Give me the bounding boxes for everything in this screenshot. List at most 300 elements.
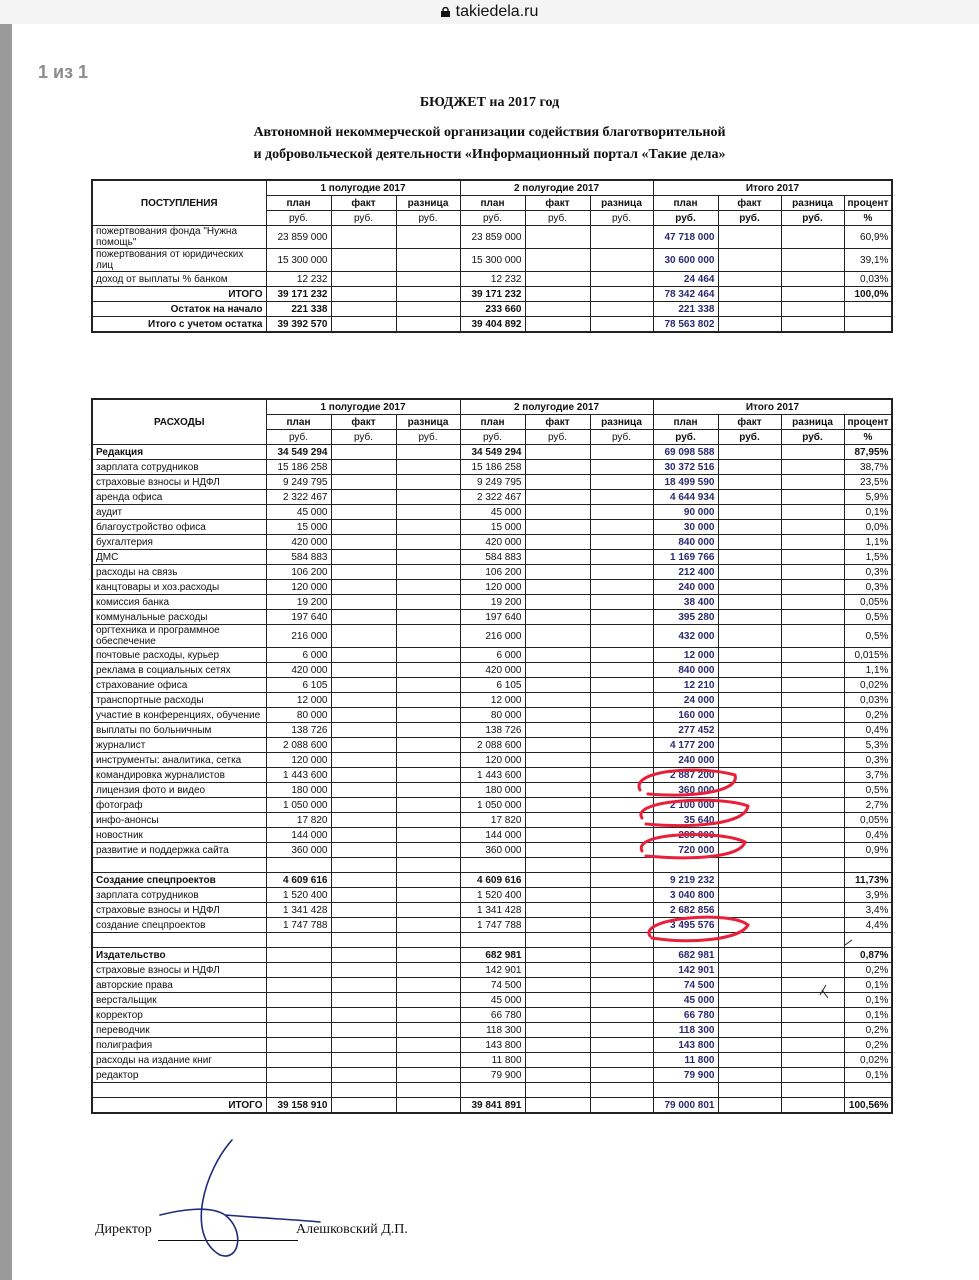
plan-total-value: 90 000 <box>653 505 718 520</box>
row-label: Издательство <box>92 948 266 963</box>
column-header-fact: факт <box>718 415 781 430</box>
expense-row <box>92 1038 892 1053</box>
plan-total-value: 9 219 232 <box>653 873 718 888</box>
percent-value: 0,1% <box>844 1068 892 1083</box>
diff-total-value <box>781 317 844 333</box>
expense-row <box>92 963 892 978</box>
plan-h1-value: 6 000 <box>266 648 331 663</box>
fact-h1-value <box>331 873 396 888</box>
plan-h1-value: 2 088 600 <box>266 738 331 753</box>
diff-h2-value <box>590 1038 653 1053</box>
plan-h1-value: 216 000 <box>266 625 331 648</box>
fact-total-value <box>718 226 781 249</box>
fact-total-value <box>718 1038 781 1053</box>
row-label: канцтовары и хоз.расходы <box>92 580 266 595</box>
fact-h2-value <box>525 783 590 798</box>
percent-value: 2,7% <box>844 798 892 813</box>
fact-total-value <box>718 888 781 903</box>
diff-h1-value <box>396 708 460 723</box>
column-header-diff: разница <box>396 415 460 430</box>
row-label: страховые взносы и НДФЛ <box>92 903 266 918</box>
diff-total-value <box>781 535 844 550</box>
expense-row <box>92 490 892 505</box>
org-line-2: и добровольческой деятельности «Информационный портал «Такие дела» <box>253 147 726 162</box>
fact-h1-value <box>331 475 396 490</box>
column-unit: руб. <box>781 430 844 445</box>
plan-h1-value: 180 000 <box>266 783 331 798</box>
diff-h1-value <box>396 490 460 505</box>
period-h2: 2 полугодие 2017 <box>460 399 653 415</box>
expense-row <box>92 843 892 858</box>
period-h1: 1 полугодие 2017 <box>266 180 460 196</box>
expense-row <box>92 1068 892 1083</box>
fact-h2-value <box>525 753 590 768</box>
diff-total-value <box>781 918 844 933</box>
diff-h2-value <box>590 663 653 678</box>
column-unit: руб. <box>653 430 718 445</box>
empty-cell <box>92 858 266 873</box>
empty-cell <box>92 933 266 948</box>
fact-h1-value <box>331 738 396 753</box>
plan-h1-value <box>266 1068 331 1083</box>
column-unit: руб. <box>590 430 653 445</box>
signature-role: Директор <box>95 1222 152 1237</box>
expense-row <box>92 595 892 610</box>
fact-total-value <box>718 648 781 663</box>
row-label: пожертвования от юридических лиц <box>92 249 266 272</box>
diff-h2-value <box>590 783 653 798</box>
fact-total-value <box>718 738 781 753</box>
row-label: Итого с учетом остатка <box>92 317 266 333</box>
fact-h1-value <box>331 317 396 333</box>
empty-cell <box>460 858 525 873</box>
percent-value: 0,02% <box>844 1053 892 1068</box>
fact-h2-value <box>525 302 590 317</box>
fact-total-value <box>718 249 781 272</box>
diff-total-value <box>781 1053 844 1068</box>
column-header-fact: факт <box>331 415 396 430</box>
expense-row <box>92 978 892 993</box>
plan-h1-value: 106 200 <box>266 565 331 580</box>
diff-h2-value <box>590 520 653 535</box>
fact-h2-value <box>525 287 590 302</box>
plan-h1-value: 360 000 <box>266 843 331 858</box>
plan-h2-value: 9 249 795 <box>460 475 525 490</box>
fact-h2-value <box>525 565 590 580</box>
percent-value: 0,05% <box>844 595 892 610</box>
percent-value: 4,4% <box>844 918 892 933</box>
plan-total-value: 24 464 <box>653 272 718 287</box>
plan-total-value: 79 900 <box>653 1068 718 1083</box>
fact-h1-value <box>331 535 396 550</box>
diff-h2-value <box>590 918 653 933</box>
row-label: лицензия фото и видео <box>92 783 266 798</box>
percent-value <box>844 302 892 317</box>
plan-h1-value: 80 000 <box>266 708 331 723</box>
diff-h2-value <box>590 475 653 490</box>
row-label: страховые взносы и НДФЛ <box>92 475 266 490</box>
percent-value <box>844 317 892 333</box>
row-label: создание спецпроектов <box>92 918 266 933</box>
fact-h1-value <box>331 978 396 993</box>
diff-h1-value <box>396 535 460 550</box>
fact-h2-value <box>525 550 590 565</box>
plan-h1-value <box>266 948 331 963</box>
expense-row <box>92 475 892 490</box>
fact-total-value <box>718 723 781 738</box>
percent-value: 0,2% <box>844 708 892 723</box>
plan-total-value: 79 000 801 <box>653 1098 718 1114</box>
column-header-plan: план <box>266 415 331 430</box>
diff-total-value <box>781 903 844 918</box>
fact-h2-value <box>525 723 590 738</box>
plan-h1-value: 144 000 <box>266 828 331 843</box>
plan-total-value: 4 177 200 <box>653 738 718 753</box>
diff-h2-value <box>590 1098 653 1114</box>
fact-total-value <box>718 798 781 813</box>
fact-h2-value <box>525 1053 590 1068</box>
diff-h2-value <box>590 978 653 993</box>
column-unit: руб. <box>525 211 590 226</box>
diff-total-value <box>781 993 844 1008</box>
percent-value: 87,95% <box>844 445 892 460</box>
percent-value: 38,7% <box>844 460 892 475</box>
empty-cell <box>92 1083 266 1098</box>
income-row <box>92 272 892 287</box>
plan-h2-value: 39 171 232 <box>460 287 525 302</box>
row-label: развитие и поддержка сайта <box>92 843 266 858</box>
diff-h1-value <box>396 1098 460 1114</box>
empty-cell <box>396 1083 460 1098</box>
plan-h2-value: 216 000 <box>460 625 525 648</box>
column-unit: руб. <box>718 211 781 226</box>
row-label: новостник <box>92 828 266 843</box>
column-header-pct: процент <box>844 196 892 211</box>
diff-h1-value <box>396 226 460 249</box>
diff-h1-value <box>396 505 460 520</box>
plan-total-value: 30 372 516 <box>653 460 718 475</box>
diff-total-value <box>781 783 844 798</box>
fact-total-value <box>718 783 781 798</box>
fact-h1-value <box>331 272 396 287</box>
plan-h2-value: 420 000 <box>460 535 525 550</box>
fact-h2-value <box>525 475 590 490</box>
diff-h2-value <box>590 768 653 783</box>
diff-h2-value <box>590 648 653 663</box>
diff-h1-value <box>396 610 460 625</box>
empty-cell <box>718 933 781 948</box>
diff-h1-value <box>396 1053 460 1068</box>
fact-total-value <box>718 475 781 490</box>
percent-value: 100,0% <box>844 287 892 302</box>
fact-h1-value <box>331 1038 396 1053</box>
column-unit: руб. <box>266 430 331 445</box>
empty-cell <box>718 1083 781 1098</box>
row-label: коммунальные расходы <box>92 610 266 625</box>
diff-h2-value <box>590 1023 653 1038</box>
plan-h2-value: 12 000 <box>460 693 525 708</box>
fact-h1-value <box>331 565 396 580</box>
diff-h2-value <box>590 1053 653 1068</box>
plan-h1-value: 2 322 467 <box>266 490 331 505</box>
income-row <box>92 249 892 272</box>
fact-h1-value <box>331 948 396 963</box>
fact-total-value <box>718 460 781 475</box>
diff-h2-value <box>590 693 653 708</box>
url-text: takiedela.ru <box>455 3 539 20</box>
row-label: редактор <box>92 1068 266 1083</box>
plan-total-value: 240 000 <box>653 580 718 595</box>
diff-h1-value <box>396 580 460 595</box>
percent-value: 3,7% <box>844 768 892 783</box>
fact-total-value <box>718 903 781 918</box>
diff-h1-value <box>396 460 460 475</box>
diff-h2-value <box>590 738 653 753</box>
fact-h1-value <box>331 903 396 918</box>
fact-total-value <box>718 565 781 580</box>
fact-h2-value <box>525 490 590 505</box>
row-label: реклама в социальных сетях <box>92 663 266 678</box>
fact-total-value <box>718 272 781 287</box>
column-unit: руб. <box>460 211 525 226</box>
diff-h1-value <box>396 272 460 287</box>
fact-h2-value <box>525 813 590 828</box>
diff-h2-value <box>590 610 653 625</box>
empty-cell <box>590 858 653 873</box>
diff-h1-value <box>396 445 460 460</box>
fact-h2-value <box>525 708 590 723</box>
percent-value: 5,3% <box>844 738 892 753</box>
plan-h1-value: 138 726 <box>266 723 331 738</box>
fact-total-value <box>718 843 781 858</box>
diff-h1-value <box>396 317 460 333</box>
plan-h2-value: 6 000 <box>460 648 525 663</box>
percent-value: 0,87% <box>844 948 892 963</box>
diff-h1-value <box>396 828 460 843</box>
plan-h1-value: 19 200 <box>266 595 331 610</box>
column-unit: руб. <box>460 430 525 445</box>
fact-h2-value <box>525 873 590 888</box>
section-row <box>92 445 892 460</box>
fact-total-value <box>718 302 781 317</box>
expense-row <box>92 610 892 625</box>
percent-value: 0,3% <box>844 753 892 768</box>
plan-total-value: 143 800 <box>653 1038 718 1053</box>
column-header-plan: план <box>460 415 525 430</box>
diff-h1-value <box>396 565 460 580</box>
plan-h1-value: 12 232 <box>266 272 331 287</box>
expense-row <box>92 1023 892 1038</box>
diff-h1-value <box>396 768 460 783</box>
diff-h2-value <box>590 708 653 723</box>
row-label: выплаты по больничным <box>92 723 266 738</box>
period-h2: 2 полугодие 2017 <box>460 180 653 196</box>
fact-h2-value <box>525 798 590 813</box>
expense-row <box>92 813 892 828</box>
plan-h2-value: 1 443 600 <box>460 768 525 783</box>
empty-cell <box>781 858 844 873</box>
diff-h2-value <box>590 888 653 903</box>
diff-total-value <box>781 520 844 535</box>
fact-total-value <box>718 693 781 708</box>
plan-total-value: 2 887 200 <box>653 768 718 783</box>
expense-row <box>92 888 892 903</box>
diff-h2-value <box>590 843 653 858</box>
diff-total-value <box>781 625 844 648</box>
diff-h2-value <box>590 272 653 287</box>
diff-h1-value <box>396 475 460 490</box>
plan-h2-value: 4 609 616 <box>460 873 525 888</box>
row-label: участие в конференциях, обучение <box>92 708 266 723</box>
income-summary-row <box>92 287 892 302</box>
diff-total-value <box>781 550 844 565</box>
diff-h2-value <box>590 580 653 595</box>
fact-h1-value <box>331 1008 396 1023</box>
expense-row <box>92 565 892 580</box>
diff-h1-value <box>396 287 460 302</box>
fact-h2-value <box>525 948 590 963</box>
diff-h2-value <box>590 903 653 918</box>
fact-h2-value <box>525 595 590 610</box>
expense-row <box>92 580 892 595</box>
fact-h1-value <box>331 580 396 595</box>
plan-h1-value: 39 158 910 <box>266 1098 331 1114</box>
fact-h2-value <box>525 520 590 535</box>
plan-total-value: 78 342 464 <box>653 287 718 302</box>
plan-total-value: 66 780 <box>653 1008 718 1023</box>
expense-row <box>92 708 892 723</box>
plan-h2-value: 1 520 400 <box>460 888 525 903</box>
fact-h2-value <box>525 317 590 333</box>
diff-h1-value <box>396 678 460 693</box>
row-label: ИТОГО <box>92 1098 266 1114</box>
diff-h2-value <box>590 1068 653 1083</box>
row-label: зарплата сотрудников <box>92 888 266 903</box>
diff-total-value <box>781 678 844 693</box>
row-label: аренда офиса <box>92 490 266 505</box>
plan-h1-value: 1 443 600 <box>266 768 331 783</box>
plan-total-value: 69 098 588 <box>653 445 718 460</box>
row-label: инструменты: аналитика, сетка <box>92 753 266 768</box>
diff-h2-value <box>590 595 653 610</box>
percent-value: 100,56% <box>844 1098 892 1114</box>
fact-h2-value <box>525 678 590 693</box>
section-row <box>92 873 892 888</box>
diff-total-value <box>781 1068 844 1083</box>
fact-h1-value <box>331 610 396 625</box>
plan-h2-value: 197 640 <box>460 610 525 625</box>
row-label: ИТОГО <box>92 287 266 302</box>
percent-value: 0,5% <box>844 625 892 648</box>
plan-h2-value: 15 186 258 <box>460 460 525 475</box>
empty-cell <box>781 933 844 948</box>
diff-total-value <box>781 445 844 460</box>
fact-total-value <box>718 490 781 505</box>
plan-h1-value: 39 171 232 <box>266 287 331 302</box>
plan-h2-value: 682 981 <box>460 948 525 963</box>
fact-h1-value <box>331 678 396 693</box>
diff-h2-value <box>590 723 653 738</box>
column-unit: руб. <box>331 430 396 445</box>
percent-value: 0,03% <box>844 272 892 287</box>
diff-h1-value <box>396 302 460 317</box>
plan-h1-value: 34 549 294 <box>266 445 331 460</box>
fact-h1-value <box>331 1023 396 1038</box>
diff-h1-value <box>396 723 460 738</box>
fact-h2-value <box>525 460 590 475</box>
plan-total-value: 11 800 <box>653 1053 718 1068</box>
plan-h2-value: 233 660 <box>460 302 525 317</box>
diff-total-value <box>781 1098 844 1114</box>
plan-total-value: 240 000 <box>653 753 718 768</box>
diff-h1-value <box>396 888 460 903</box>
diff-h1-value <box>396 918 460 933</box>
plan-h1-value <box>266 1038 331 1053</box>
fact-h2-value <box>525 888 590 903</box>
diff-h2-value <box>590 302 653 317</box>
column-header-diff: разница <box>781 415 844 430</box>
row-label: бухгалтерия <box>92 535 266 550</box>
column-unit: руб. <box>525 430 590 445</box>
row-label: полиграфия <box>92 1038 266 1053</box>
browser-address-bar[interactable] <box>0 0 979 24</box>
diff-total-value <box>781 648 844 663</box>
expense-row <box>92 625 892 648</box>
diff-h1-value <box>396 753 460 768</box>
fact-total-value <box>718 580 781 595</box>
expense-row <box>92 903 892 918</box>
diff-h2-value <box>590 226 653 249</box>
diff-total-value <box>781 272 844 287</box>
column-header-plan: план <box>653 415 718 430</box>
diff-total-value <box>781 249 844 272</box>
fact-h2-value <box>525 828 590 843</box>
diff-h1-value <box>396 648 460 663</box>
diff-h2-value <box>590 625 653 648</box>
column-header-diff: разница <box>590 415 653 430</box>
plan-h2-value: 1 341 428 <box>460 903 525 918</box>
fact-h2-value <box>525 978 590 993</box>
diff-total-value <box>781 753 844 768</box>
plan-total-value: 74 500 <box>653 978 718 993</box>
fact-total-value <box>718 287 781 302</box>
plan-total-value: 360 000 <box>653 783 718 798</box>
plan-h2-value: 39 841 891 <box>460 1098 525 1114</box>
fact-h2-value <box>525 505 590 520</box>
percent-value: 0,2% <box>844 963 892 978</box>
expense-row <box>92 535 892 550</box>
period-total: Итого 2017 <box>653 180 892 196</box>
fact-total-value <box>718 678 781 693</box>
diff-total-value <box>781 1038 844 1053</box>
plan-h2-value: 17 820 <box>460 813 525 828</box>
fact-h1-value <box>331 693 396 708</box>
plan-h2-value: 142 901 <box>460 963 525 978</box>
plan-h2-value: 15 300 000 <box>460 249 525 272</box>
plan-h1-value: 420 000 <box>266 663 331 678</box>
fact-total-value <box>718 753 781 768</box>
income-summary-row <box>92 302 892 317</box>
plan-h2-value: 23 859 000 <box>460 226 525 249</box>
fact-h1-value <box>331 625 396 648</box>
diff-total-value <box>781 302 844 317</box>
fact-h1-value <box>331 828 396 843</box>
percent-value: 0,1% <box>844 993 892 1008</box>
plan-h2-value: 180 000 <box>460 783 525 798</box>
fact-total-value <box>718 813 781 828</box>
signature-line <box>158 1240 298 1241</box>
empty-cell <box>653 1083 718 1098</box>
